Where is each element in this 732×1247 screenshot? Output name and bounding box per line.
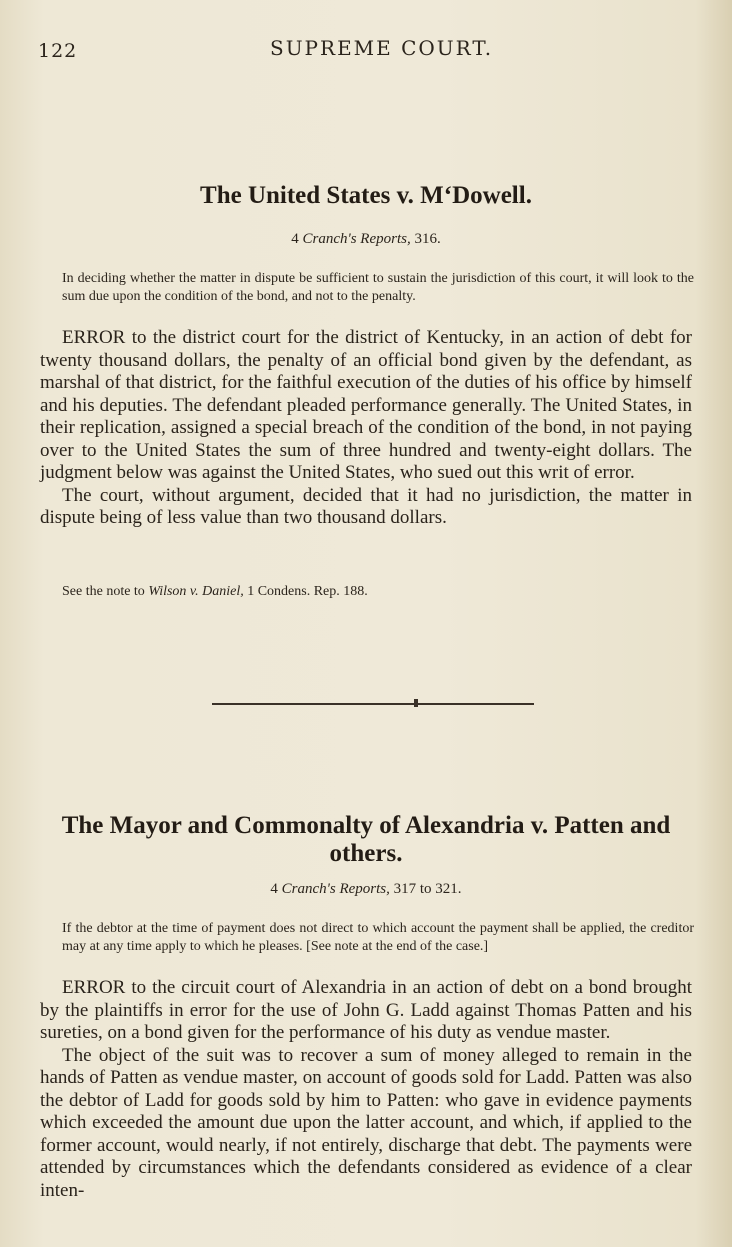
case1-paragraph-2: The court, without argument, decided that it had no jurisdiction, the matter in dispute being of less value than two thousand dollars.: [40, 484, 692, 528]
case2-headnote: If the debtor at the time of payment does not direct to which account the payment shall be applied, the creditor may at any time apply to which he pleases. [See note at the end of the case.]: [62, 921, 694, 954]
page-number: 122: [38, 40, 78, 62]
case2-reporter-name: Cranch's Reports,: [281, 881, 390, 897]
case1-note: [62, 584, 692, 600]
case1-note-case: Wilson v. Daniel,: [148, 584, 244, 599]
case1-headnote: In deciding whether the matter in dispute be sufficient to sustain the jurisdiction of this court, it will look to the sum due upon the condition of the bond, and not to the penalty.: [62, 271, 694, 304]
case2-paragraph-2: The object of the suit was to recover a sum of money alleged to remain in the hands of Patten as vendue master, on account of goods sold for Ladd. Patten was also the debtor of Ladd for goods sold by him to Patten: who gave in evidence payments which exceeded the amount due upon the latter account, and which, if applied to the former account, would nearly, if not entirely, discharge that debt. The payments were attended by circumstances which the defendants considered as evidence of a clear inten-: [40, 1044, 692, 1201]
case2-body: [40, 977, 692, 1202]
page-header: [38, 36, 692, 66]
section-divider: [212, 703, 534, 705]
case2-reporter-citation: [40, 881, 692, 898]
case1-title: The United States v. M‘Dowell.: [200, 182, 532, 209]
case1-reporter-pages: 316.: [414, 231, 441, 247]
case1-body: [40, 327, 692, 530]
case1-reporter-volume: 4: [291, 231, 299, 247]
case2-reporter-volume: 4: [270, 881, 278, 897]
case2-paragraph-1: ERROR to the circuit court of Alexandria in an action of debt on a bond brought by the plaintiffs in error for the use of John G. Ladd against Thomas Patten and his sureties, on a bond given for the performance of his duty as vendue master.: [40, 977, 692, 1043]
case1-reporter-name: Cranch's Reports,: [302, 231, 411, 247]
case1-paragraph-1: ERROR to the district court for the district of Kentucky, in an action of debt for twenty thousand dollars, the penalty of an official bond given by the defendant, as marshal of that district, for the faithful execution of the duties of his office by himself and his deputies. The defendant pleaded performance generally. The United States, in their replication, assigned a special breach of the condition of the bond, in not paying over to the United States the sum of three hundred and twenty-eight dollars. The judgment below was against the United States, who sued out this writ of error.: [40, 327, 692, 483]
section-divider-mark: [414, 699, 418, 707]
case1-note-prefix: See the note to: [62, 584, 145, 599]
case2-title: The Mayor and Commonalty of Alexandria v. Patten and others.: [61, 812, 671, 867]
case1-note-suffix: 1 Condens. Rep. 188.: [247, 584, 368, 599]
running-head: SUPREME COURT.: [270, 36, 494, 60]
case2-reporter-pages: 317 to 321.: [393, 881, 462, 897]
case1-reporter-citation: [40, 231, 692, 248]
